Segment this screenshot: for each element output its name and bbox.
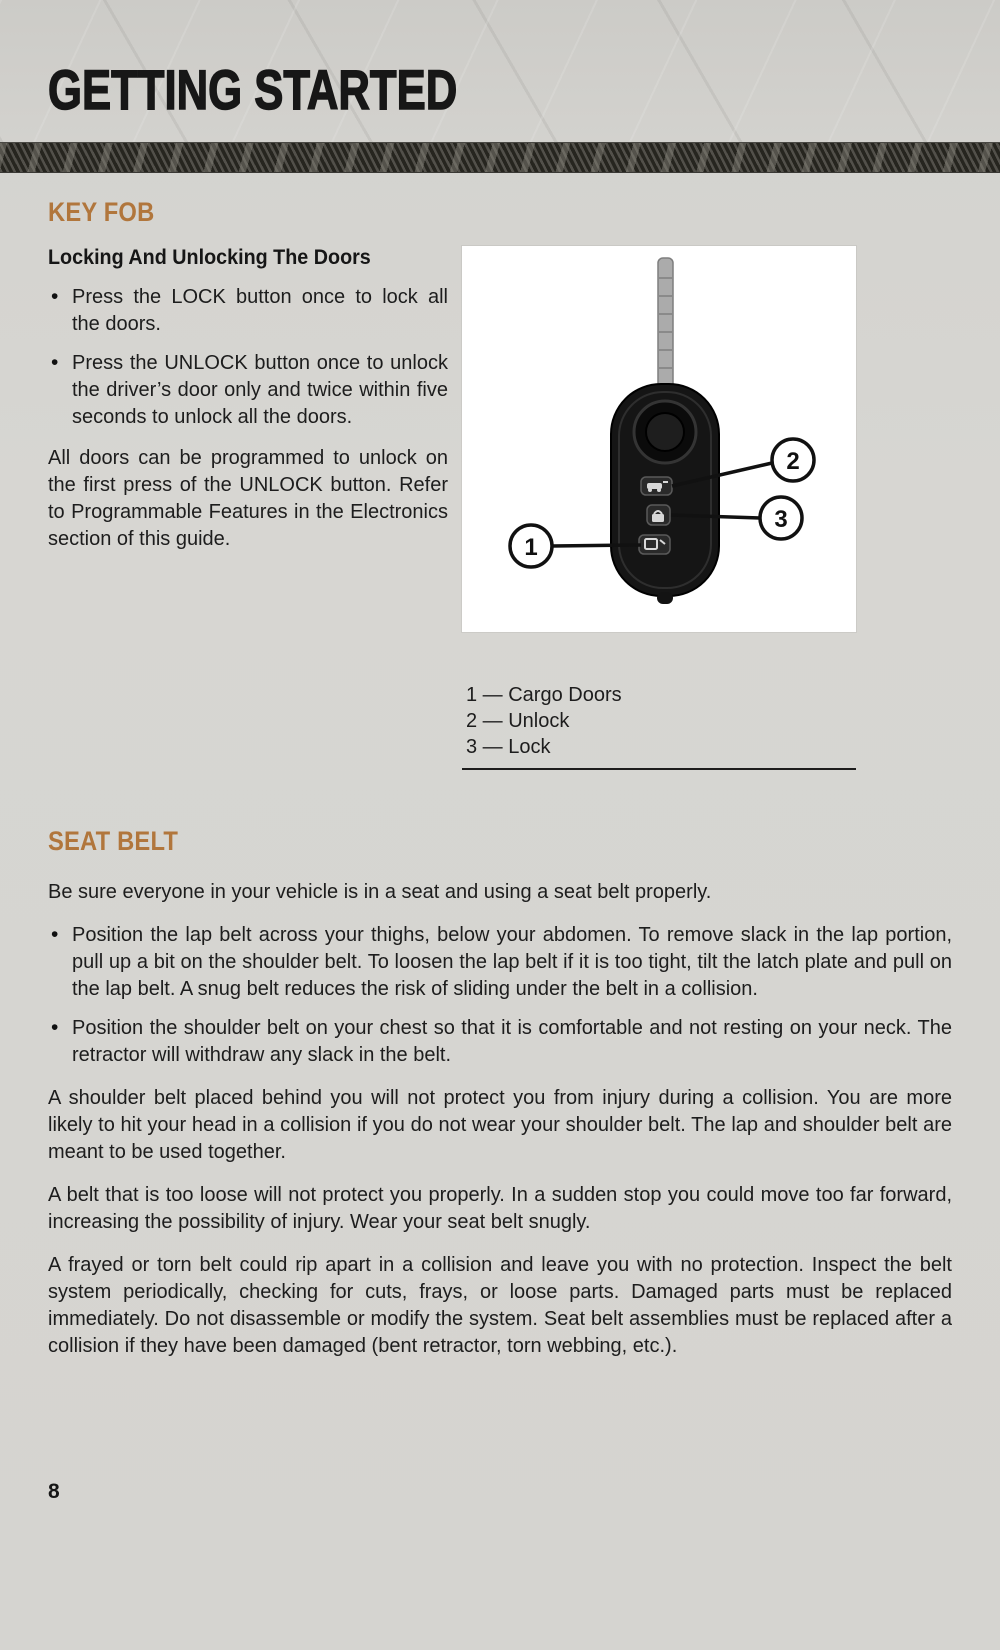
- callout-1-line: [552, 545, 641, 546]
- legend-rule: [462, 768, 856, 770]
- seat-belt-heading: SEAT BELT: [48, 826, 179, 856]
- locking-unlocking-subheading: Locking And Unlocking The Doors: [48, 246, 371, 269]
- key-fob-bullet-list: [48, 284, 448, 431]
- page-title: GETTING STARTED: [48, 58, 458, 121]
- list-item: • Position the lap belt across your thighs, below your abdomen. To remove slack in the lap portion, pull up a bit on the shoulder belt. To loosen the lap belt if it is too tight, tilt the latch plate and pull on the lap belt. A snug belt reduces the risk of sliding under the belt in a collision.: [48, 922, 952, 1003]
- section-divider: [0, 142, 1000, 173]
- page-header: [0, 0, 1000, 142]
- callout-3-number: 3: [774, 506, 788, 533]
- fob-bottom-nub: [657, 592, 673, 604]
- key-fob-section: [48, 197, 952, 770]
- key-fob-figure-column: [462, 246, 856, 770]
- list-item: • Press the LOCK button once to lock all the doors.: [48, 284, 448, 338]
- legend-item-cargo-doors: 1 — Cargo Doors: [466, 684, 622, 706]
- cargo-doors-button: [639, 535, 670, 554]
- list-item: • Press the UNLOCK button once to unlock the driver’s door only and twice within five seconds to unlock all the doors.: [48, 350, 448, 431]
- legend-item-unlock: 2 — Unlock: [466, 710, 570, 732]
- seat-belt-bullet-list: [48, 922, 952, 1069]
- seat-belt-paragraph-1: A shoulder belt placed behind you will not protect you from injury during a collision. You are more likely to hit your head in a collision if you do not wear your shoulder belt. The lap and shoulder belt are meant to be used together.: [48, 1087, 952, 1163]
- key-fob-legend: [462, 682, 856, 760]
- key-fob-drawing: [462, 246, 856, 632]
- key-fob-columns: [48, 246, 952, 770]
- unlock-button-car-icon: [647, 483, 662, 489]
- callout-1-number: 1: [524, 534, 538, 561]
- legend-item-lock: 3 — Lock: [466, 736, 551, 758]
- seat-belt-paragraph-2: A belt that is too loose will not protect you properly. In a sudden stop you could move too far forward, increasing the possibility of injury. Wear your seat belt snugly.: [48, 1184, 952, 1233]
- page-number: 8: [48, 1480, 60, 1503]
- key-fob-text-column: [48, 246, 448, 553]
- key-fob-paragraph: All doors can be programmed to unlock on the first press of the UNLOCK button. Refer to Programmable Features in the Electronics section of this guide.: [48, 447, 448, 550]
- key-fob-illustration: [462, 246, 856, 632]
- seat-belt-paragraph-3: A frayed or torn belt could rip apart in a collision and leave you with no protection. Inspect the belt system periodically, checking for cuts, frays, or loose parts. Damaged parts must be replaced immediately. Do not disassemble or modify the system. Seat belt assemblies must be replaced after a collision if they have been damaged (bent retractor, torn webbing, etc.).: [48, 1254, 952, 1357]
- callout-2-number: 2: [786, 448, 800, 475]
- key-fob-heading: KEY FOB: [48, 197, 155, 227]
- seat-belt-section: [48, 826, 952, 1360]
- content: [0, 197, 1000, 1360]
- seat-belt-intro: Be sure everyone in your vehicle is in a seat and using a seat belt properly.: [48, 881, 712, 903]
- list-item: • Position the shoulder belt on your chest so that it is comfortable and not resting on your neck. The retractor will withdraw any slack in the belt.: [48, 1015, 952, 1069]
